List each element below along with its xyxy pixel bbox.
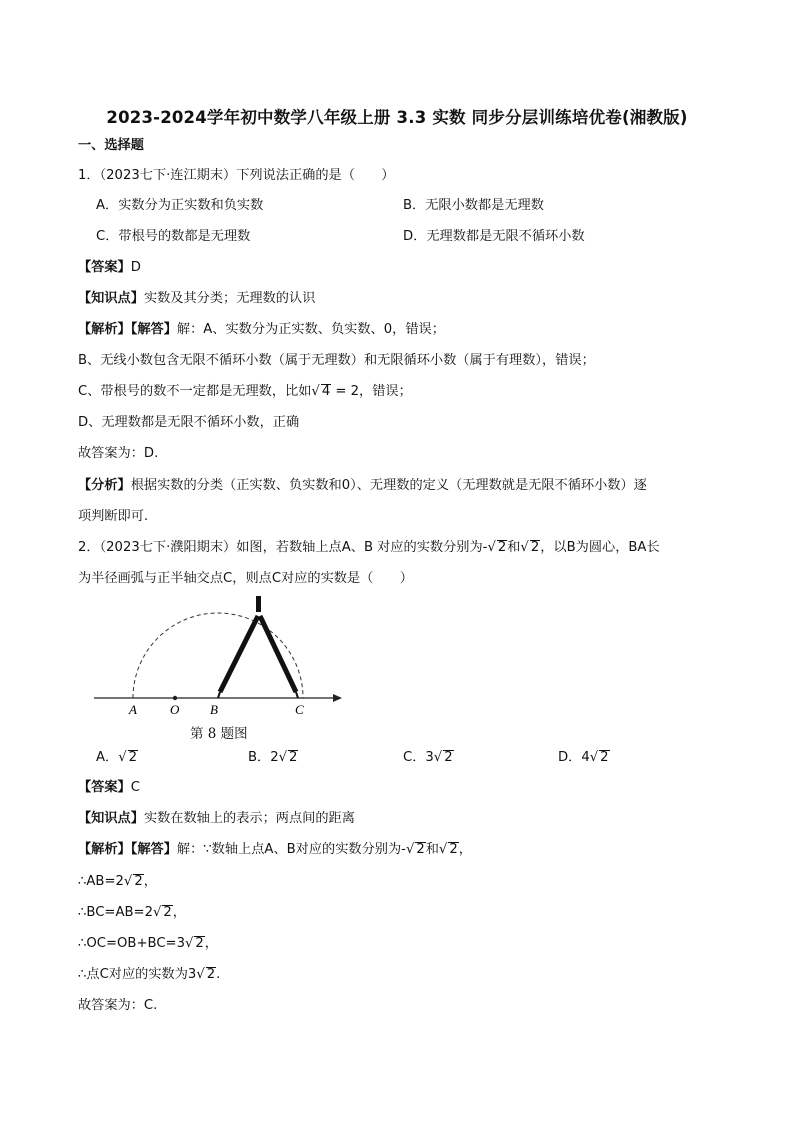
- analysis-text: 和: [425, 842, 439, 857]
- answer-value: D: [130, 260, 141, 275]
- sqrt-icon: √: [152, 905, 162, 920]
- sqrt-icon: √: [487, 540, 496, 555]
- q2-option-d[interactable]: [558, 748, 610, 768]
- knowledge-text: 实数及其分类；无理数的认识: [143, 291, 316, 306]
- sqrt-icon: √: [405, 842, 415, 857]
- q2-analysis-line1: [78, 840, 472, 860]
- q2-knowledge: [78, 809, 355, 829]
- option-label: D．: [558, 750, 582, 765]
- coefficient: 4: [581, 750, 590, 765]
- option-label: B．: [248, 750, 271, 765]
- q2-option-a[interactable]: [96, 748, 138, 768]
- radicand: 2: [195, 936, 204, 951]
- analysis-tag: 【解析】【解答】: [78, 322, 177, 337]
- q2-step3: [78, 934, 218, 954]
- radicand: 2: [206, 967, 216, 982]
- point-label-c: C: [295, 702, 304, 717]
- sqrt-icon: √: [311, 384, 320, 399]
- answer-tag: 【答案】: [78, 780, 131, 795]
- step-text: ∴AB=2: [78, 874, 124, 889]
- q2-conclusion: 故答案为：C.: [78, 998, 158, 1013]
- sqrt-icon: √: [438, 842, 448, 857]
- q1-option-d[interactable]: D．无理数都是无限不循环小数: [403, 229, 585, 244]
- q1-option-b[interactable]: B．无限小数都是无理数: [403, 198, 544, 213]
- knowledge-tag: 【知识点】: [78, 811, 144, 826]
- radicand: 2: [134, 874, 143, 889]
- q2-step1: [78, 872, 157, 892]
- analysis-text: C、带根号的数不一定都是无理数，比如: [78, 384, 312, 399]
- radicand: 4: [321, 384, 331, 399]
- number-line-figure: [90, 596, 350, 720]
- radicand: 2: [600, 750, 609, 765]
- sqrt-icon: √: [184, 936, 194, 951]
- analysis-text: 解：∵数轴上点A、B对应的实数分别为-: [176, 842, 406, 857]
- q2-step4: [78, 965, 220, 985]
- step-text: ∴BC=AB=2: [78, 905, 153, 920]
- compass-leg-left: [220, 616, 258, 692]
- q1-analysis-line3: [78, 382, 412, 402]
- radicand: 2: [289, 750, 298, 765]
- answer-tag: 【答案】: [78, 260, 131, 275]
- page-title: 2023-2024学年初中数学八年级上册 3.3 实数 同步分层训练培优卷(湘教版): [106, 108, 688, 127]
- q2-answer: [78, 778, 140, 798]
- q1-answer: [78, 258, 141, 278]
- q2-stem-line1: [78, 538, 660, 558]
- stem-text: 2．（2023七下·濮阳期末）如图，若数轴上点A、B 对应的实数分别为-: [78, 540, 488, 555]
- sqrt-icon: √: [123, 874, 133, 889]
- knowledge-tag: 【知识点】: [78, 291, 144, 306]
- q1-option-a[interactable]: A．实数分为正实数和负实数: [96, 198, 264, 213]
- step-text: ，: [204, 936, 218, 951]
- figure-caption: 第 8 题图: [190, 726, 248, 742]
- q1-analysis-line2: B、无线小数包含无限不循环小数（属于无理数）和无限循环小数（属于有理数），错误；: [78, 353, 595, 368]
- sqrt-icon: √: [196, 967, 205, 982]
- knowledge-text: 实数在数轴上的表示；两点间的距离: [143, 811, 355, 826]
- coefficient: 3: [425, 750, 434, 765]
- analysis-tag: 【解析】【解答】: [78, 842, 177, 857]
- radicand: 2: [416, 842, 425, 857]
- answer-value: C: [130, 780, 140, 795]
- sqrt-icon: √: [433, 750, 443, 765]
- q2-option-b[interactable]: [248, 748, 298, 768]
- analysis-text: 解：A、实数分为正实数、负实数、0，错误；: [176, 322, 445, 337]
- option-label: C．: [403, 750, 426, 765]
- q1-fenxi-line2: 项判断即可.: [78, 509, 149, 524]
- fenxi-text: 根据实数的分类（正实数、负实数和0）、无理数的定义（无理数就是无限不循环小数）逐: [130, 478, 647, 493]
- q1-knowledge: [78, 289, 315, 309]
- q1-fenxi-line1: [78, 476, 647, 496]
- radicand: 2: [444, 750, 453, 765]
- q2-stem-line2: 为半径画弧与正半轴交点C，则点C对应的实数是（ ）: [78, 571, 413, 586]
- analysis-text: = 2，错误；: [331, 384, 412, 399]
- sqrt-icon: √: [589, 750, 599, 765]
- step-text: .: [216, 967, 221, 982]
- q1-analysis-line4: D、无理数都是无限不循环小数，正确: [78, 415, 300, 430]
- stem-text: ，以B为圆心，BA长: [540, 540, 660, 555]
- q2-option-c[interactable]: [403, 748, 454, 768]
- point-label-b: B: [210, 702, 218, 717]
- q1-stem: 1．（2023七下·连江期末）下列说法正确的是（ ）: [78, 168, 395, 183]
- origin-dot: [173, 696, 177, 700]
- q2-step2: [78, 903, 186, 923]
- q1-conclusion: 故答案为：D.: [78, 446, 159, 461]
- point-label-o: O: [170, 702, 180, 717]
- step-text: ，: [143, 874, 157, 889]
- sqrt-icon: √: [520, 540, 529, 555]
- radicand: 2: [497, 540, 507, 555]
- radicand: 2: [128, 750, 138, 765]
- radicand: 2: [163, 905, 172, 920]
- point-label-a: A: [129, 702, 137, 717]
- radicand: 2: [449, 842, 458, 857]
- compass-pencil-tip: [296, 692, 298, 698]
- compass-needle: [218, 692, 220, 698]
- step-text: ∴点C对应的实数为3: [78, 967, 197, 982]
- stem-text: 和: [507, 540, 521, 555]
- q1-option-c[interactable]: C．带根号的数都是无理数: [96, 229, 251, 244]
- step-text: ，: [172, 905, 186, 920]
- coefficient: 2: [270, 750, 279, 765]
- option-label: A．: [96, 750, 119, 765]
- fenxi-tag: 【分析】: [78, 478, 131, 493]
- radicand: 2: [530, 540, 540, 555]
- sqrt-icon: √: [278, 750, 288, 765]
- compass-handle: [256, 596, 261, 612]
- analysis-text: ，: [458, 842, 472, 857]
- step-text: ∴OC=OB+BC=3: [78, 936, 185, 951]
- sqrt-icon: √: [118, 750, 127, 765]
- section-heading: 一、选择题: [78, 138, 144, 153]
- axis-arrow-icon: [333, 694, 342, 702]
- q1-analysis-line1: [78, 320, 445, 340]
